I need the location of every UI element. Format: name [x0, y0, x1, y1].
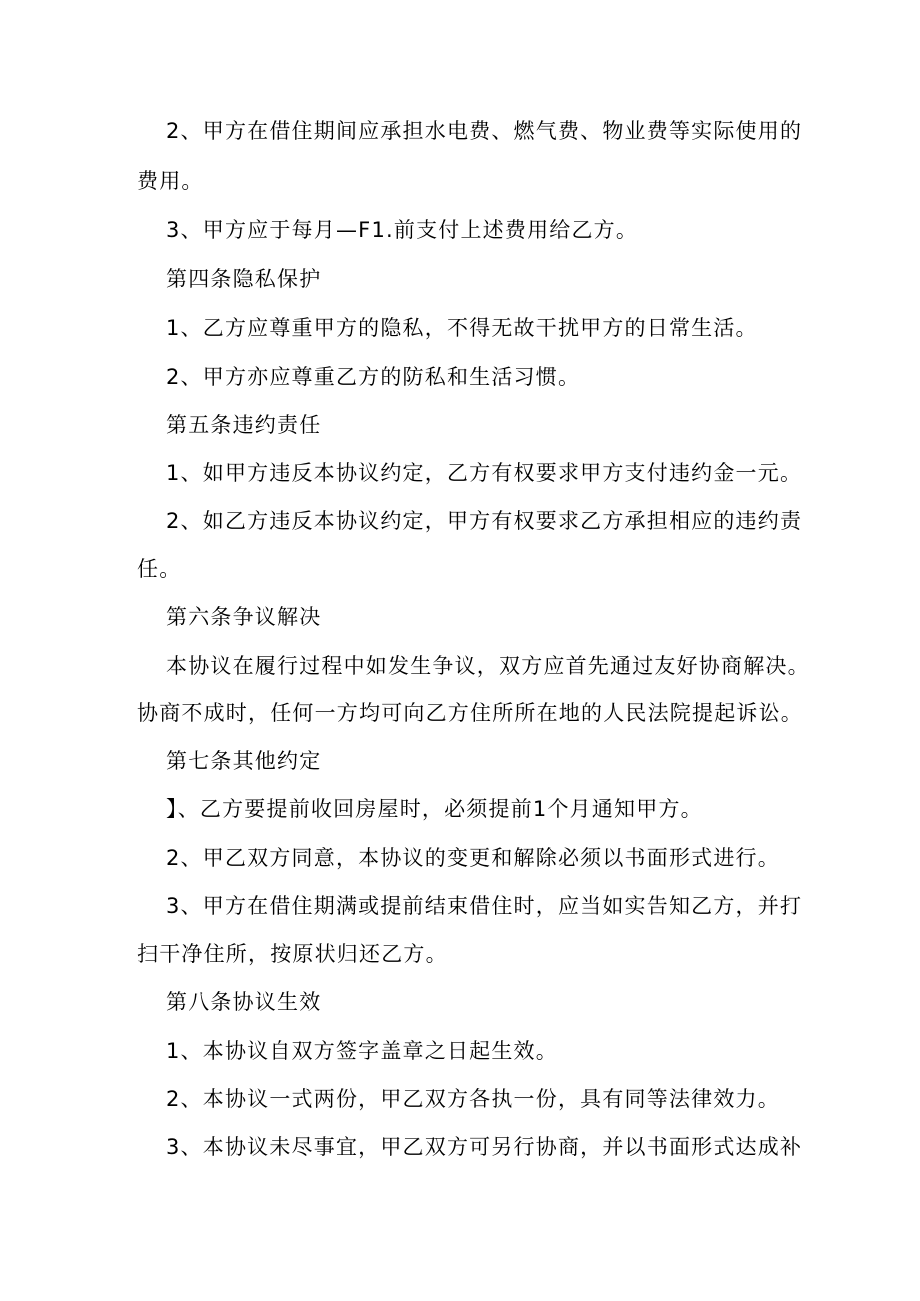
clause-3-item-2: 2、甲方在借住期间应承担水电费、燃气费、物业费等实际使用的	[166, 119, 803, 143]
clause-7-item-3-cont: 扫干净住所，按原状归还乙方。	[137, 942, 448, 966]
clause-7-item-2: 2、甲乙双方同意，本协议的变更和解除必须以书面形式进行。	[166, 846, 780, 870]
article-4-heading: 第四条隐私保护	[166, 267, 322, 291]
clause-8-item-2: 2、本协议一式两份，甲乙双方各执一份，具有同等法律效力。	[166, 1087, 780, 1111]
clause-5-item-1: 1、如甲方违反本协议约定，乙方有权要求甲方支付违约金一元。	[166, 461, 803, 485]
article-7-heading: 第七条其他约定	[166, 749, 322, 773]
article-6-heading: 第六条争议解决	[166, 605, 322, 629]
article-5-heading: 第五条违约责任	[166, 413, 322, 437]
clause-5-item-2: 2、如乙方违反本协议约定，甲方有权要求乙方承担相应的违约责	[166, 509, 803, 533]
article-8-heading: 第八条协议生效	[166, 990, 322, 1014]
clause-7-item-1: 】、乙方要提前收回房屋时，必须提前1个月通知甲方。	[166, 797, 703, 821]
clause-6-text: 本协议在履行过程中如发生争议，双方应首先通过友好协商解决。	[166, 654, 810, 678]
clause-3-item-2-cont: 费用。	[137, 169, 204, 193]
clause-8-item-3: 3、本协议未尽事宜，甲乙双方可另行协商，并以书面形式达成补	[166, 1135, 803, 1159]
clause-4-item-1: 1、乙方应尊重甲方的隐私，不得无故干扰甲方的日常生活。	[166, 316, 758, 340]
clause-5-item-2-cont: 任。	[137, 557, 182, 581]
clause-6-text-cont: 协商不成时，任何一方均可向乙方住所所在地的人民法院提起诉讼。	[137, 701, 803, 725]
clause-4-item-2: 2、甲方亦应尊重乙方的防私和生活习惯。	[166, 365, 581, 389]
clause-3-item-3: 3、甲方应于每月—F1.前支付上述费用给乙方。	[166, 218, 639, 242]
clause-7-item-3: 3、甲方在借住期满或提前结束借住时，应当如实告知乙方，并打	[166, 894, 803, 918]
clause-8-item-1: 1、本协议自双方签字盖章之日起生效。	[166, 1039, 558, 1063]
